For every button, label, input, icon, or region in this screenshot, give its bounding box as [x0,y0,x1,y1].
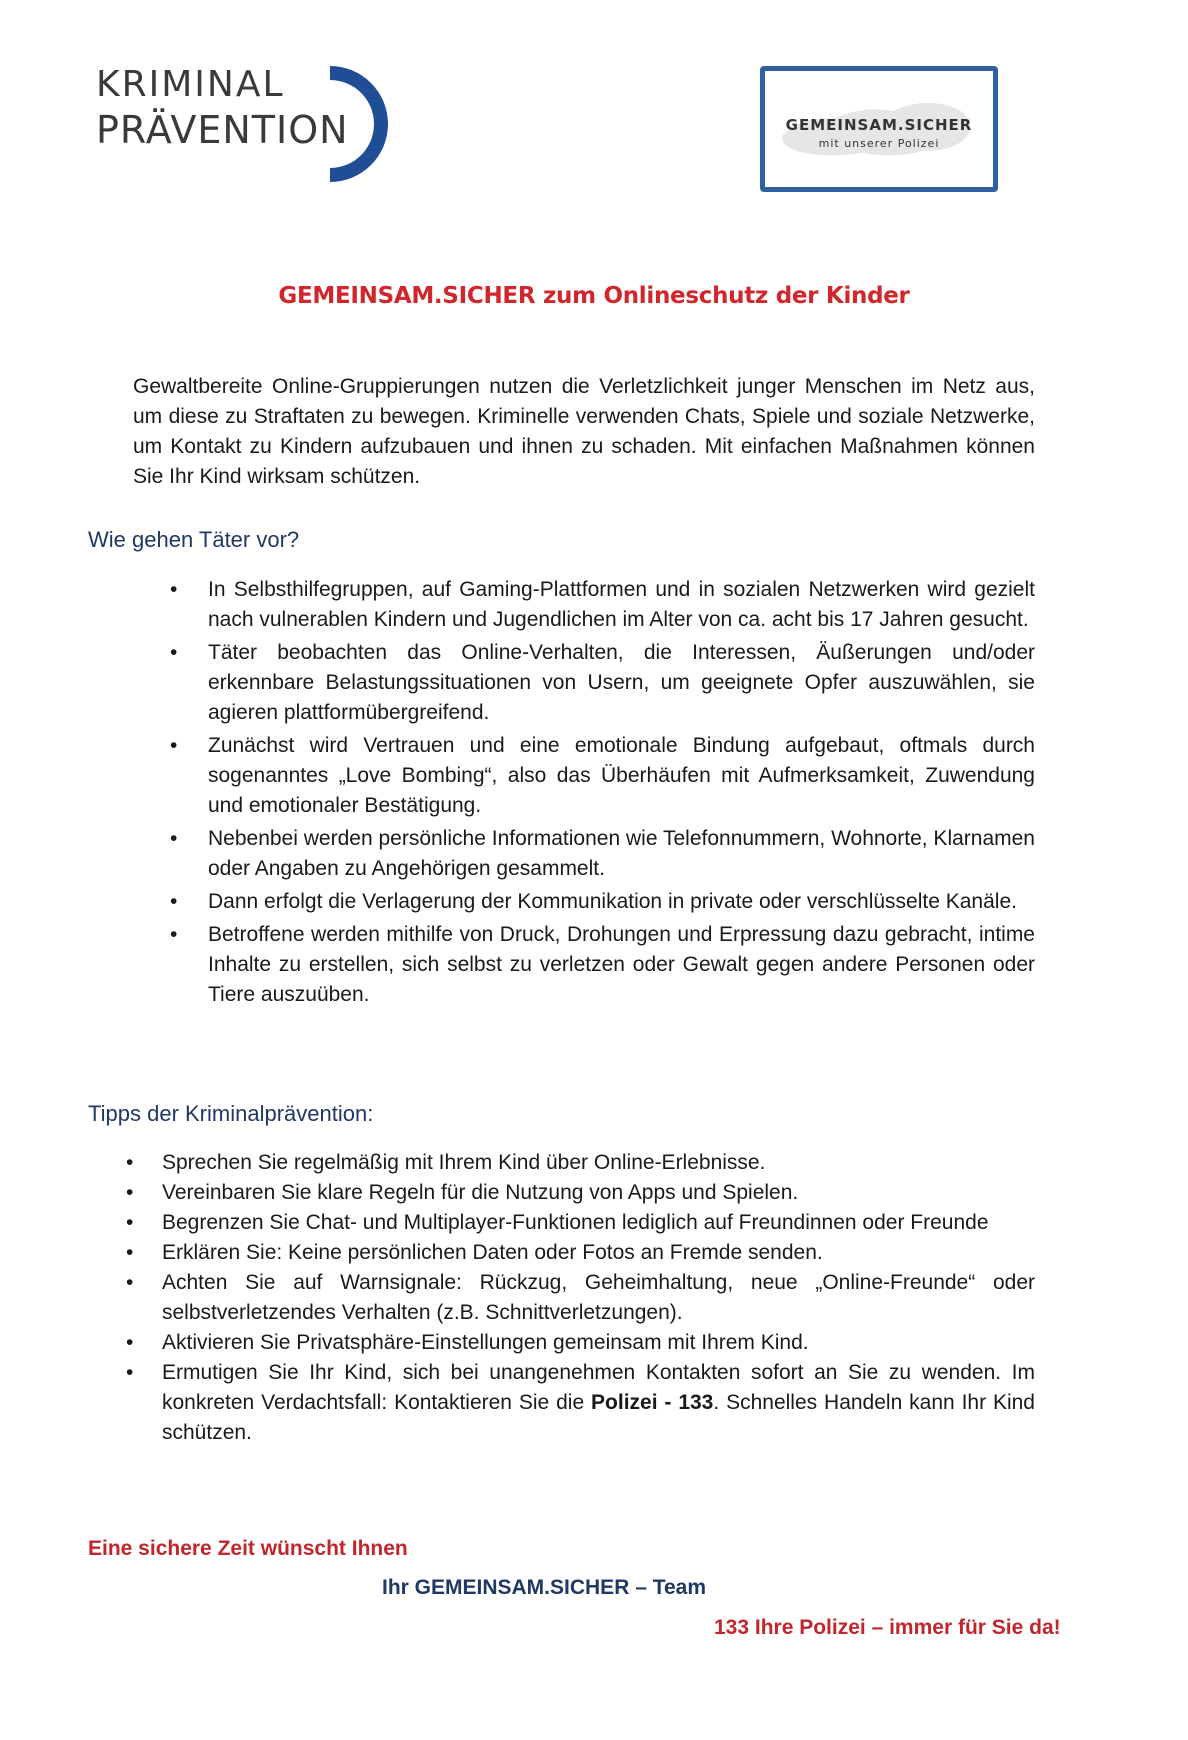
bullet-icon: • [126,1211,134,1234]
bullet-icon: • [126,1151,134,1174]
list-item-text: Betroffene werden mithilfe von Druck, Drohungen und Erpressung dazu gebracht, intime Inhalte zu erstellen, sich selbst zu verletzen oder Gewalt gegen andere Personen oder Tiere auszuüben. [208,923,1035,1006]
list-item [170,638,1035,728]
list-item-text: Vereinbaren Sie klare Regeln für die Nutzung von Apps und Spielen. [162,1181,799,1204]
bullet-icon: • [126,1271,134,1294]
list-item [126,1208,1035,1238]
list-item-text: Sprechen Sie regelmäßig mit Ihrem Kind über Online-Erlebnisse. [162,1151,766,1174]
logo-text-line1: KRIMINAL [96,64,285,105]
list-item-text: Erklären Sie: Keine persönlichen Daten oder Fotos an Fremde senden. [162,1241,823,1264]
logo-gs-subtitle: mit unserer Polizei [818,137,940,150]
closing-greeting: Eine sichere Zeit wünscht Ihnen [88,1537,408,1560]
list-item-text: Zunächst wird Vertrauen und eine emotionale Bindung aufgebaut, oftmals durch sogenanntes „Love Bombing“, also das Überhäufen mit Aufmerksamkeit, Zuwendung und emotionaler Bestätigung. [208,734,1035,817]
list-item [170,920,1035,1010]
logo-gs-title: GEMEINSAM.SICHER [785,116,973,134]
section2-heading: Tipps der Kriminalprävention: [88,1101,374,1126]
section1-list [170,575,1035,1013]
list-item [170,731,1035,821]
bullet-icon: • [170,923,178,946]
bullet-icon: • [126,1181,134,1204]
section1-heading: Wie gehen Täter vor? [88,527,300,552]
bullet-icon: • [126,1331,134,1354]
list-item [126,1268,1035,1328]
police-number: Polizei - 133 [591,1391,714,1414]
list-item-text: Ermutigen Sie Ihr Kind, sich bei unangenehmen Kontakten sofort an Sie zu wenden. Im konkreten Verdachtsfall: Kontaktieren Sie die [162,1361,1035,1414]
list-item [170,824,1035,884]
list-item [126,1358,1035,1448]
list-item-text: Nebenbei werden persönliche Informationen wie Telefonnummern, Wohnorte, Klarnamen oder Angaben zu Angehörigen gesammelt. [208,827,1035,880]
bullet-icon: • [170,827,178,850]
bullet-icon: • [170,734,178,757]
bullet-icon: • [170,641,178,664]
list-item-text: Achten Sie auf Warnsignale: Rückzug, Geheimhaltung, neue „Online-Freunde“ oder selbstverletzendes Verhalten (z.B. Schnittverletzungen). [162,1271,1035,1324]
bullet-icon: • [170,890,178,913]
list-item-text: Aktivieren Sie Privatsphäre-Einstellungen gemeinsam mit Ihrem Kind. [162,1331,809,1354]
list-item [126,1328,1035,1358]
list-item [126,1238,1035,1268]
list-item-text: Dann erfolgt die Verlagerung der Kommunikation in private oder verschlüsselte Kanäle. [208,890,1017,913]
logo-arc-icon [320,62,390,186]
gemeinsam-sicher-logo [760,66,998,192]
list-item [170,575,1035,635]
kriminalpraevention-logo [88,58,388,188]
closing-slogan: 133 Ihre Polizei – immer für Sie da! [714,1616,1061,1639]
document-title: GEMEINSAM.SICHER zum Onlineschutz der Kinder [278,283,910,309]
list-item-text: In Selbsthilfegruppen, auf Gaming-Plattformen und in sozialen Netzwerken wird gezielt nach vulnerablen Kindern und Jugendlichen im Alter von ca. acht bis 17 Jahren gesucht. [208,578,1035,631]
logo-text-line2: PRÄVENTION [96,108,349,152]
bullet-icon: • [126,1241,134,1264]
list-item [126,1148,1035,1178]
list-item-text: Begrenzen Sie Chat- und Multiplayer-Funktionen lediglich auf Freundinnen oder Freunde [162,1211,989,1234]
list-item-text-end: . Schnelles Handeln kann Ihr Kind schützen. [162,1391,1035,1444]
list-item-text: Täter beobachten das Online-Verhalten, die Interessen, Äußerungen und/oder erkennbare Belastungssituationen von Usern, um geeignete Opfer auszuwählen, sie agieren plattformübergreifend. [208,641,1035,724]
intro-paragraph: Gewaltbereite Online-Gruppierungen nutzen die Verletzlichkeit junger Menschen im Netz aus, um diese zu Straftaten zu bewegen. Kriminelle verwenden Chats, Spiele und soziale Netzwerke, um Kontakt zu Kindern aufzubauen und ihnen zu schaden. Mit einfachen Maßnahmen können Sie Ihr Kind wirksam schützen. [133,375,1035,488]
section2-list [126,1148,1035,1448]
list-item [170,887,1035,917]
bullet-icon: • [170,578,178,601]
bullet-icon: • [126,1361,134,1384]
list-item [126,1178,1035,1208]
closing-signature: Ihr GEMEINSAM.SICHER – Team [382,1576,707,1599]
